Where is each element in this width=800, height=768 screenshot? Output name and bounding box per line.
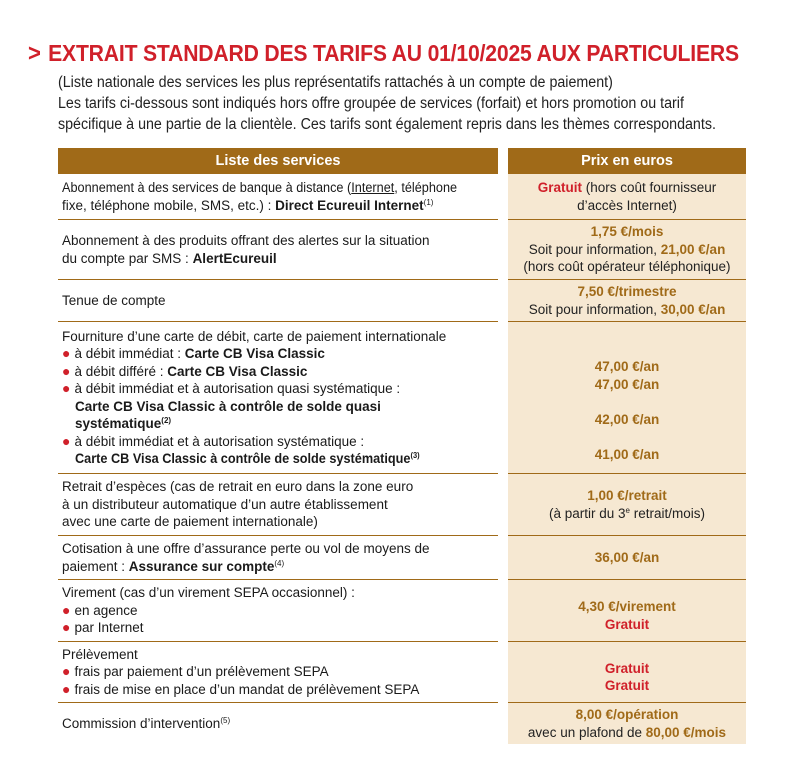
bullet-dot-icon: ● xyxy=(62,345,71,361)
bullet-dot-icon: ● xyxy=(62,680,71,697)
intro-line-1: (Liste nationale des services les plus représentatifs rattachés à un compte de paiement) xyxy=(58,74,613,91)
intro-line-3: spécifique à une partie de la clientèle. Ces tarifs sont également repris dans les thèmes correspondants. xyxy=(58,116,716,133)
price-cell: 1,75 €/mois Soit pour information, 21,00 €/an (hors coût opérateur téléphonique) xyxy=(508,219,746,279)
price-cell: 4,30 €/virement Gratuit xyxy=(508,579,746,641)
chevron-right-icon: > xyxy=(28,40,41,67)
list-item: ● à débit immédiat et à autorisation quasi systématique : xyxy=(62,380,401,396)
table-row xyxy=(58,535,746,579)
service-cell: Tenue de compte xyxy=(58,279,498,321)
price-cell: Gratuit (hors coût fournisseur d’accès Internet) xyxy=(508,173,746,219)
intro-line-2: Les tarifs ci-dessous sont indiqués hors offre groupée de services (forfait) et hors promotion ou tarif xyxy=(58,95,684,112)
intro-text xyxy=(58,72,739,135)
service-cell: Fourniture d’une carte de débit, carte de paiement internationale ● à débit immédiat : Carte CB Visa Classic ● à débit différé : Carte CB Visa Classic ● à débit immédiat et à autorisation quasi systématique : Carte CB Visa Classic à contrôle de solde quasi systématique$^{(2)}$ ● à débit immédiat et à autorisation systématique : Carte CB Visa Classic à contrôle de solde systématique$^{(3)}$ xyxy=(58,321,498,473)
service-cell: Retrait d’espèces (cas de retrait en euro dans la zone euro à un distributeur automatique d’un autre établissement avec une carte de paiement internationale) xyxy=(58,473,498,535)
service-cell: Commission d’intervention$^{(5)}$ xyxy=(58,702,498,744)
list-item: ● à débit différé : Carte CB Visa Classic xyxy=(62,362,308,379)
list-item: ● en agence xyxy=(62,601,138,618)
price-cell: 36,00 €/an xyxy=(508,535,746,579)
price-cell: 7,50 €/trimestre Soit pour information, 30,00 €/an xyxy=(508,279,746,321)
table-row xyxy=(58,473,746,535)
bullet-dot-icon: ● xyxy=(62,663,71,679)
table-header-row xyxy=(58,148,746,173)
price-cell: 8,00 €/opération avec un plafond de 80,00 €/mois xyxy=(508,702,746,744)
service-cell: Virement (cas d’un virement SEPA occasionnel) : ● en agence ● par Internet xyxy=(58,579,498,641)
table-row xyxy=(58,579,746,641)
table-row xyxy=(58,321,746,473)
bullet-dot-icon: ● xyxy=(62,432,71,449)
service-cell: Prélèvement ● frais par paiement d’un prélèvement SEPA ● frais de mise en place d’un mandat de prélèvement SEPA xyxy=(58,641,498,703)
table-row xyxy=(58,173,746,219)
bullet-dot-icon: ● xyxy=(62,601,71,618)
service-cell: Cotisation à une offre d’assurance perte ou vol de moyens de paiement : Assurance sur compte$^{(4)}$ xyxy=(58,535,498,579)
service-cell: Abonnement à des produits offrant des alertes sur la situation du compte par SMS : AlertEcureuil xyxy=(58,219,498,279)
table-row xyxy=(58,279,746,321)
price-cell: 47,00 €/an 47,00 €/an 42,00 €/an 41,00 €/an xyxy=(508,321,746,473)
table-row xyxy=(58,219,746,279)
price-cell: 1,00 €/retrait (à partir du 3e retrait/mois) xyxy=(508,473,746,535)
list-item: ● à débit immédiat : Carte CB Visa Classic xyxy=(62,345,325,361)
service-cell: Abonnement à des services de banque à distance (Internet, téléphone fixe, téléphone mobile, SMS, etc.) : Direct Ecureuil Internet$^{(1)}$ xyxy=(58,173,498,219)
table-row xyxy=(58,641,746,703)
page-title: > EXTRAIT STANDARD DES TARIFS AU 01/10/2025 AUX PARTICULIERS xyxy=(28,40,739,67)
internet-link[interactable]: Internet xyxy=(351,180,395,195)
list-item: ● par Internet xyxy=(62,619,144,635)
bullet-dot-icon: ● xyxy=(62,619,71,635)
bullet-dot-icon: ● xyxy=(62,380,71,396)
table-row xyxy=(58,702,746,744)
list-item: ● frais de mise en place d’un mandat de prélèvement SEPA xyxy=(62,680,420,697)
header-price: Prix en euros xyxy=(508,148,746,173)
price-cell: Gratuit Gratuit xyxy=(508,641,746,703)
bullet-dot-icon: ● xyxy=(62,362,71,379)
list-item: ● frais par paiement d’un prélèvement SEPA xyxy=(62,663,329,679)
list-item: ● à débit immédiat et à autorisation systématique : xyxy=(62,432,365,449)
tariff-table xyxy=(58,148,746,744)
header-services: Liste des services xyxy=(58,148,498,173)
